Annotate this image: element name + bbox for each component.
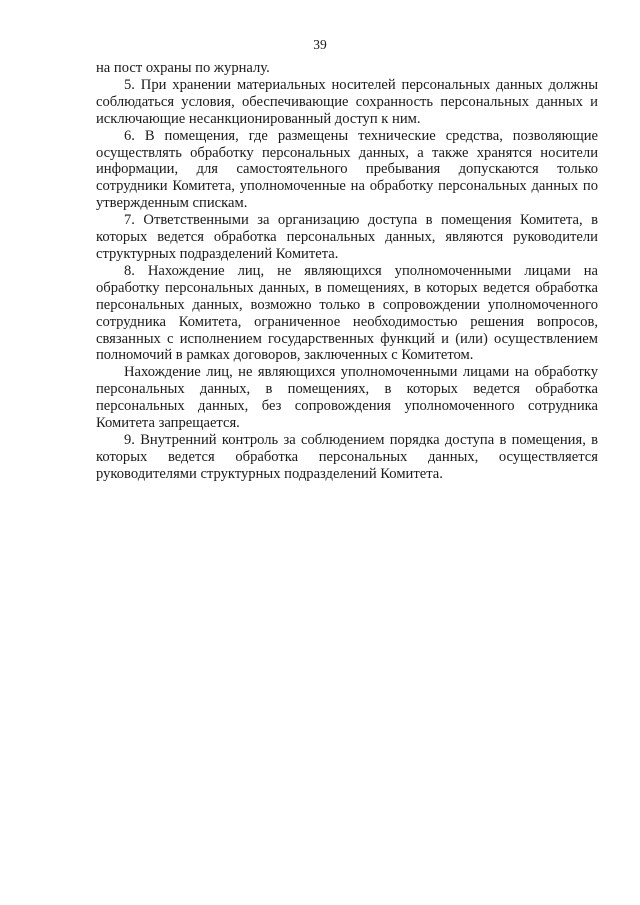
document-body [96,60,598,483]
paragraph-item-9: 9. Внутренний контроль за соблюдением порядка доступа в помещения, в которых ведется обработка персональных данных, осуществляется руководителями структурных подразделений Комитета. [96,431,598,482]
paragraph-item-8: 8. Нахождение лиц, не являющихся уполномоченными лицами на обработку персональных данных, в помещениях, в которых ведется обработка персональных данных, возможно только в сопровождении уполномоченного сотрудника Комитета, ограниченное необходимостью решения вопросов, связанных с исполнением государственных функций и (или) осуществлением полномочий в рамках договоров, заключенных с Комитетом. [96,262,598,364]
paragraph-item-6: 6. В помещения, где размещены технические средства, позволяющие осуществлять обработку персональных данных, а также хранятся носители информации, для самостоятельного пребывания допускаются только сотрудники Комитета, уполномоченные на обработку персональных данных по утвержденным спискам. [96,127,598,212]
page-number: 39 [313,37,327,52]
paragraph-item-8-continued: Нахождение лиц, не являющихся уполномоченными лицами на обработку персональных данных, в помещениях, в которых ведется обработка персональных данных, без сопровождения уполномоченного сотрудника Комитета запрещается. [96,364,598,432]
paragraph-item-5: 5. При хранении материальных носителей персональных данных должны соблюдаться условия, обеспечивающие сохранность персональных данных и исключающие несанкционированный доступ к ним. [96,76,598,127]
paragraph-item-7: 7. Ответственными за организацию доступа в помещения Комитета, в которых ведется обработка персональных данных, являются руководители структурных подразделений Комитета. [96,212,598,262]
paragraph-continuation: на пост охраны по журналу. [96,60,270,76]
